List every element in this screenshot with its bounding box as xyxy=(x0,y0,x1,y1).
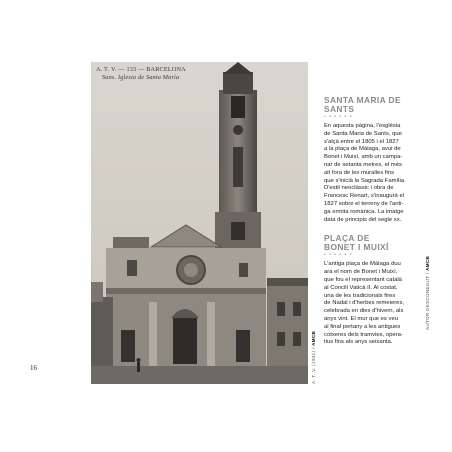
section-heading-line-2: BONET I MUIXÍ xyxy=(324,242,389,253)
section-heading: PLAÇA DE xyxy=(324,233,370,244)
section-body: L'antiga plaça de Màlaga duu ara el nom de Bonet i Muixí, que fou el representant català al Concili Vaticà II. Al costat, una de les tradicionals fires de Nadal i d'herbes remeieres, celebrada en dies d'hivern, als anys vint. El mur que es veu al final pertany a les antigues cotxeres dels tramvies, opera- tius fins als anys seixanta. xyxy=(324,261,405,346)
photo-caption xyxy=(96,66,186,82)
section-body: En aquesta pàgina, l'església de Santa Maria de Sants, que s'alçà entre el 1805 i el 1827 a la plaça de Màlaga, avui de Bonet i Muixí, amb un campa- nar de setanta metres, el més alt fora de les muralles fins que s'inicià la Sagrada Família. D'estil neoclàssic i obra de Francesc Renart, s'inaugurà el 1827 sobre el terreny de l'anti- ga ermita romànica. La imatge data de principis del segle xx. xyxy=(324,123,406,223)
section-santa-maria xyxy=(324,96,416,224)
church-illustration xyxy=(91,62,308,384)
section-credit: AUTOR DESCONEGUT / AMCB xyxy=(425,255,430,330)
section-heading: SANTA MARIA DE SANTS xyxy=(324,95,401,114)
photo-credit: A. T. V. (1931) / AMCB xyxy=(311,330,316,384)
text-column xyxy=(324,96,416,347)
caption-line-2: Sans. Iglesia de Santa María xyxy=(102,74,180,81)
church-photo xyxy=(91,62,308,384)
section-placa-bonet xyxy=(324,234,416,347)
heading-dots: • • • • • • xyxy=(324,114,353,120)
page-number: 16 xyxy=(30,364,37,372)
heading-dots: • • • • • • xyxy=(324,252,353,259)
caption-line-1: A. T. V. — 133 — BARCELONA xyxy=(96,66,186,73)
